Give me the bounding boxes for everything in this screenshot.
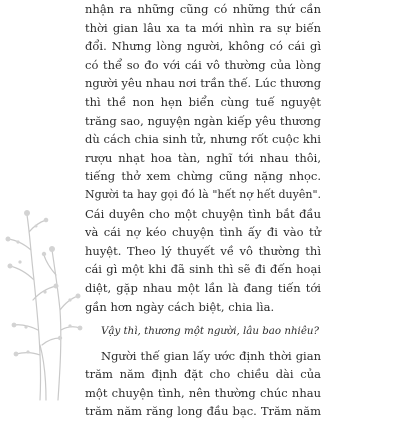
text-line: rượu nhạt hoa tàn, nghĩ tới nhau thôi, bbox=[85, 150, 321, 165]
text-line: cái gì một khi đã sinh thì sẽ đi đến hoại bbox=[85, 262, 321, 277]
text-line: trăng sao, nguyện ngàn kiếp yêu thương bbox=[85, 113, 321, 128]
text-line: một chuyện tình, nên thường chúc nhau bbox=[85, 385, 321, 400]
text-line: thời gian lâu xa ta mới nhìn ra sự biến bbox=[85, 20, 321, 35]
text-line: người yêu nhau nơi trần thế. Lúc thương bbox=[85, 76, 322, 91]
text-line: trăm năm định đặt cho chiều dài của bbox=[85, 367, 321, 382]
text-line: Người ta hay gọi đó là "hết nợ hết duyên". bbox=[85, 187, 321, 201]
question-line: Vậy thì, thương một người, lâu bao nhiêu? bbox=[101, 325, 319, 338]
body-text bbox=[85, 0, 321, 421]
text-line: đổi. Nhưng lòng người, không có cái gì bbox=[85, 39, 321, 54]
text-line: gần hơn ngày cách biệt, chia lìa. bbox=[85, 299, 275, 314]
text-line: huyệt. Theo lý thuyết về vô thường thì bbox=[85, 243, 321, 258]
text-line: có thể so đo với cái vô thường của lòng bbox=[85, 57, 321, 72]
text-line: nhận ra những cũng có những thứ cần bbox=[85, 2, 321, 16]
text-line: dù cách chia sinh tử, nhưng rốt cuộc khi bbox=[85, 132, 321, 147]
text-line: tiếng thở xem chừng cũng nặng nhọc. bbox=[85, 169, 321, 184]
text-line: Cái duyên cho một chuyện tình bắt đầu bbox=[85, 206, 321, 221]
text-line: Người thế gian lấy ước định thời gian bbox=[101, 348, 321, 363]
text-line: trăm năm răng long đầu bạc. Trăm năm bbox=[85, 404, 321, 419]
text-line: diệt, gặp nhau một lần là đang tiến tới bbox=[85, 280, 321, 295]
text-line: và cái nợ kéo chuyện tình ấy đi vào tử bbox=[85, 225, 321, 240]
text-line: thì thề non hẹn biển cùng tuế nguyệt bbox=[85, 94, 321, 109]
